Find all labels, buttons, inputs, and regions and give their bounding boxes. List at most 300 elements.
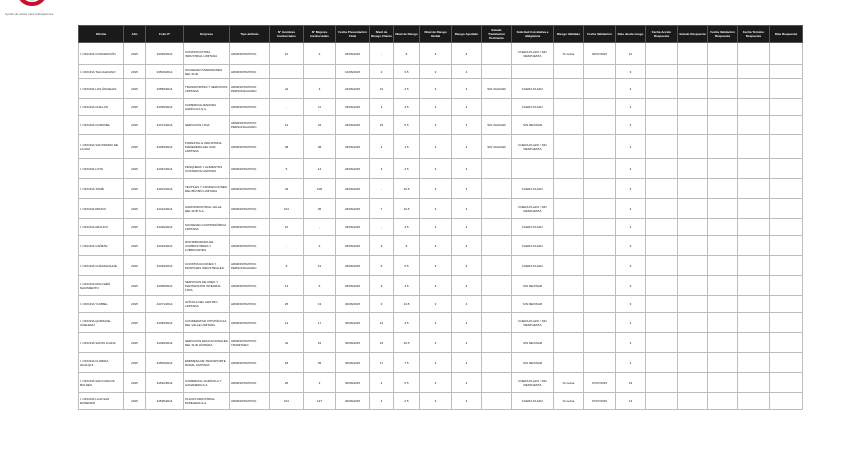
table-row bbox=[79, 116, 803, 135]
table-cell: FUERA PLAZO / SIN RESPUESTA bbox=[512, 313, 554, 333]
table-cell bbox=[678, 333, 708, 353]
table-cell bbox=[646, 296, 678, 313]
table-cell bbox=[304, 65, 336, 79]
table-cell: 3 bbox=[420, 79, 452, 99]
table-cell bbox=[646, 313, 678, 333]
table-cell bbox=[646, 256, 678, 276]
table-row bbox=[79, 159, 803, 179]
table-cell bbox=[708, 99, 738, 116]
table-cell: I. OFICINA LOTA bbox=[79, 159, 124, 179]
table-cell: 44412/2014 bbox=[146, 199, 184, 219]
table-cell bbox=[678, 79, 708, 99]
table-cell bbox=[770, 199, 803, 219]
table-cell bbox=[708, 393, 738, 410]
table-cell bbox=[678, 99, 708, 116]
table-cell: 2015 bbox=[124, 219, 146, 236]
table-row bbox=[79, 99, 803, 116]
table-cell: 25/06/2015 bbox=[336, 99, 370, 116]
table-cell: 44496/2014 bbox=[146, 333, 184, 353]
table-cell: 4 bbox=[452, 99, 482, 116]
table-row bbox=[79, 276, 803, 296]
table-cell: 3.5 bbox=[394, 65, 420, 79]
table-cell: 30/06/2015 bbox=[336, 393, 370, 410]
table-cell: 15 bbox=[370, 116, 394, 135]
table-cell bbox=[708, 65, 738, 79]
table-cell bbox=[678, 313, 708, 333]
column-header: Fecha Presentación Final bbox=[336, 26, 370, 43]
table-cell bbox=[678, 135, 708, 159]
table-cell: 44433/2014 bbox=[146, 236, 184, 256]
table-cell: 4 bbox=[452, 43, 482, 65]
table-cell: I. OFICINA CHILLÁN bbox=[79, 99, 124, 116]
table-cell bbox=[584, 179, 616, 199]
table-cell: 101 bbox=[270, 199, 304, 219]
table-cell: 4.5 bbox=[394, 159, 420, 179]
table-cell: 17 bbox=[304, 313, 336, 333]
table-cell: 44371/2014 bbox=[146, 116, 184, 135]
table-cell: SIN REVISAR bbox=[512, 333, 554, 353]
table-cell: 4.5 bbox=[394, 219, 420, 236]
table-cell bbox=[482, 236, 512, 256]
table-cell bbox=[770, 135, 803, 159]
table-cell: ADMINISTRATIVO bbox=[230, 276, 270, 296]
table-cell: 3 bbox=[420, 179, 452, 199]
table-cell bbox=[770, 353, 803, 373]
table-cell bbox=[584, 256, 616, 276]
column-header: Estado Tramitación Pertinente bbox=[482, 26, 512, 43]
table-cell bbox=[678, 353, 708, 373]
table-cell: 26/06/2015 bbox=[336, 256, 370, 276]
table-cell: 4 bbox=[452, 313, 482, 333]
table-cell: FUERA PLAZO bbox=[512, 79, 554, 99]
table-cell: 4 bbox=[452, 276, 482, 296]
column-header: Solicitud Correlativa a obligatoria bbox=[512, 26, 554, 43]
table-cell: DISTRIBUIDORA DE COMBUSTIBLES Y LUBRICANTES bbox=[184, 236, 230, 256]
table-cell: 2015 bbox=[124, 236, 146, 256]
table-cell: 44509/2014 bbox=[146, 353, 184, 373]
table-cell: 10/06/2015 bbox=[336, 65, 370, 79]
table-cell bbox=[770, 43, 803, 65]
table-cell bbox=[646, 159, 678, 179]
table-cell: FUERA PLAZO bbox=[512, 236, 554, 256]
table-cell bbox=[678, 219, 708, 236]
table-cell: 14 bbox=[304, 256, 336, 276]
table-cell: 4 bbox=[370, 135, 394, 159]
table-cell: 10 bbox=[370, 79, 394, 99]
table-cell bbox=[770, 236, 803, 256]
table-cell bbox=[708, 256, 738, 276]
table-cell: SIN REVISAR bbox=[512, 296, 554, 313]
table-cell bbox=[738, 276, 770, 296]
column-header: Fecha Validación bbox=[584, 26, 616, 43]
table-cell: 3 bbox=[420, 159, 452, 179]
column-header: Estado Respuesta bbox=[678, 26, 708, 43]
table-cell: I. OFICINA LOS ÁNGELES bbox=[79, 79, 124, 99]
table-cell bbox=[708, 219, 738, 236]
table-cell: ADMINISTRATIVO bbox=[230, 296, 270, 313]
table-cell: 3 bbox=[420, 219, 452, 236]
table-cell bbox=[646, 43, 678, 65]
table-cell: 2015 bbox=[124, 296, 146, 313]
table-cell bbox=[584, 219, 616, 236]
table-cell bbox=[678, 236, 708, 256]
table-cell bbox=[678, 393, 708, 410]
table-cell bbox=[708, 276, 738, 296]
table-cell bbox=[482, 313, 512, 333]
table-cell: 25 bbox=[270, 373, 304, 393]
column-header: Fecha Término Respuesta bbox=[738, 26, 770, 43]
table-cell: 2015 bbox=[124, 43, 146, 65]
table-cell bbox=[512, 159, 554, 179]
table-cell bbox=[770, 116, 803, 135]
table-cell: FUERA PLAZO / SIN RESPUESTA bbox=[512, 135, 554, 159]
table-cell: 26/06/2015 bbox=[336, 116, 370, 135]
table-cell: 44535/2014 bbox=[146, 393, 184, 410]
table-cell: 3 bbox=[304, 373, 336, 393]
table-cell: 2015 bbox=[124, 333, 146, 353]
table-cell bbox=[708, 296, 738, 313]
table-cell: I. OFICINA SAN CARLOS BULNES bbox=[79, 373, 124, 393]
table-cell: 3 bbox=[420, 333, 452, 353]
table-cell: ADMINISTRATIVO bbox=[230, 43, 270, 65]
table-cell: 26/06/2015 bbox=[336, 135, 370, 159]
table-cell: 26/06/2015 bbox=[336, 236, 370, 256]
table-cell bbox=[708, 116, 738, 135]
table-cell: 44401/2014 bbox=[146, 179, 184, 199]
table-cell: 2015 bbox=[124, 159, 146, 179]
table-cell bbox=[270, 65, 304, 79]
table-cell: 4 bbox=[452, 219, 482, 236]
table-cell: 44397/2014 bbox=[146, 159, 184, 179]
table-row bbox=[79, 219, 803, 236]
column-header: Empresa bbox=[184, 26, 230, 43]
table-cell: ADMINISTRATIVO PERSONALIZADO bbox=[230, 79, 270, 99]
table-cell bbox=[646, 65, 678, 79]
table-cell bbox=[770, 256, 803, 276]
table-cell: AGROINDUSTRIAL VALLE DEL SUR S.A. bbox=[184, 199, 230, 219]
table-cell: 2015 bbox=[124, 135, 146, 159]
table-cell: I. OFICINA PENCO bbox=[79, 199, 124, 219]
table-cell bbox=[770, 373, 803, 393]
table-cell bbox=[554, 159, 584, 179]
table-cell: - bbox=[370, 179, 394, 199]
table-cell: 13.5 bbox=[394, 296, 420, 313]
data-table bbox=[78, 25, 803, 410]
table-cell: 101 bbox=[270, 393, 304, 410]
table-cell bbox=[482, 199, 512, 219]
table-cell: 44384/2014 bbox=[146, 135, 184, 159]
table-cell bbox=[738, 256, 770, 276]
table-cell bbox=[770, 99, 803, 116]
table-cell bbox=[770, 313, 803, 333]
table-cell: SERVICIOS EDUCACIONALES DEL SUR LIMITADA bbox=[184, 333, 230, 353]
table-cell: 2015 bbox=[124, 199, 146, 219]
table-cell bbox=[678, 296, 708, 313]
table-cell bbox=[584, 79, 616, 99]
table-cell bbox=[738, 65, 770, 79]
column-header: Nivel de Riesgo Cliente bbox=[370, 26, 394, 43]
table-cell bbox=[554, 333, 584, 353]
table-cell: FUERA PLAZO bbox=[512, 99, 554, 116]
table-cell: ADMINISTRATIVO PERSONALIZADO bbox=[230, 116, 270, 135]
table-cell: 26/06/2015 bbox=[336, 179, 370, 199]
table-cell: SIN REVISAR bbox=[512, 276, 554, 296]
table-cell bbox=[482, 179, 512, 199]
table-cell: ADMINISTRATIVO bbox=[230, 199, 270, 219]
table-cell: SIN REVISAR bbox=[512, 353, 554, 373]
table-row bbox=[79, 256, 803, 276]
table-cell: 4 bbox=[452, 135, 482, 159]
table-cell: 44 bbox=[270, 79, 304, 99]
table-cell: 3 bbox=[616, 99, 646, 116]
table-cell: 4 bbox=[452, 256, 482, 276]
table-cell bbox=[708, 199, 738, 219]
table-cell: 3 bbox=[616, 79, 646, 99]
table-cell: FUERA PLAZO / SIN RESPUESTA bbox=[512, 199, 554, 219]
table-cell: I. OFICINA LAJA SAN ROSENDO bbox=[79, 393, 124, 410]
table-cell bbox=[646, 276, 678, 296]
table-cell: 10.5 bbox=[394, 199, 420, 219]
table-cell bbox=[770, 333, 803, 353]
table-cell bbox=[770, 276, 803, 296]
table-cell: I. OFICINA MULCHÉN NACIMIENTO bbox=[79, 276, 124, 296]
table-cell: 24 bbox=[304, 116, 336, 135]
table-cell: 4 bbox=[370, 373, 394, 393]
table-cell bbox=[482, 256, 512, 276]
table-cell bbox=[584, 199, 616, 219]
table-cell bbox=[738, 179, 770, 199]
table-cell: 30/06/2015 bbox=[336, 313, 370, 333]
table-cell: 5 bbox=[270, 159, 304, 179]
table-cell bbox=[770, 296, 803, 313]
table-cell bbox=[646, 236, 678, 256]
table-cell: 15 bbox=[304, 333, 336, 353]
table-cell: 7.5 bbox=[394, 353, 420, 373]
table-cell: I. OFICINA CURANILAHUE bbox=[79, 256, 124, 276]
table-cell bbox=[646, 219, 678, 236]
table-cell bbox=[738, 159, 770, 179]
table-cell bbox=[770, 65, 803, 79]
table-cell: 3 bbox=[370, 236, 394, 256]
table-cell: I. OFICINA YUMBEL bbox=[79, 296, 124, 313]
table-cell: 33 bbox=[270, 179, 304, 199]
column-header: Riesgo Validado bbox=[554, 26, 584, 43]
table-cell bbox=[482, 393, 512, 410]
table-cell: 28 bbox=[304, 135, 336, 159]
column-header: Riesgo Ayudado bbox=[452, 26, 482, 43]
table-cell bbox=[738, 333, 770, 353]
table-row bbox=[79, 236, 803, 256]
table-cell bbox=[482, 353, 512, 373]
table-cell: 26/06/2015 bbox=[336, 159, 370, 179]
table-cell: SIN VALIDAR bbox=[482, 116, 512, 135]
column-header: Año bbox=[124, 26, 146, 43]
table-cell: 30/06/2015 bbox=[336, 296, 370, 313]
table-row bbox=[79, 43, 803, 65]
table-cell: 44458/2014 bbox=[146, 276, 184, 296]
table-cell bbox=[708, 236, 738, 256]
table-cell: 2015 bbox=[124, 276, 146, 296]
table-cell bbox=[646, 353, 678, 373]
table-cell: 26/06/2015 bbox=[336, 219, 370, 236]
table-cell bbox=[554, 256, 584, 276]
table-cell: ADMINISTRATIVO bbox=[230, 99, 270, 116]
table-cell: I. OFICINA QUIRIHUE-COELEMU bbox=[79, 313, 124, 333]
table-row bbox=[79, 79, 803, 99]
table-cell: 3 bbox=[616, 199, 646, 219]
table-cell: PLANTA INDUSTRIAL PAPELERA S.A. bbox=[184, 393, 230, 410]
column-header: N° Hombres Involucrados bbox=[270, 26, 304, 43]
table-cell: - bbox=[304, 219, 336, 236]
table-cell bbox=[512, 65, 554, 79]
table-cell bbox=[584, 159, 616, 179]
table-cell: 3 bbox=[616, 159, 646, 179]
table-cell: FUERA PLAZO bbox=[512, 179, 554, 199]
table-cell bbox=[678, 179, 708, 199]
table-cell bbox=[482, 219, 512, 236]
table-cell: SERVICIOS LTDA. bbox=[184, 116, 230, 135]
table-cell: 2015 bbox=[124, 179, 146, 199]
subtitle: Ayuda de datos para trabajadores bbox=[5, 12, 54, 16]
table-cell bbox=[584, 99, 616, 116]
table-cell: CONSTRUCCIONES Y MONTAJES INDUSTRIALES bbox=[184, 256, 230, 276]
table-cell: SERVICIOS DE ASEO Y MANTENCIÓN INTEGRAL LTDA. bbox=[184, 276, 230, 296]
table-cell bbox=[738, 79, 770, 99]
table-cell bbox=[584, 236, 616, 256]
table-cell bbox=[646, 179, 678, 199]
column-header: N° Mujeres Involucradas bbox=[304, 26, 336, 43]
table-cell bbox=[482, 333, 512, 353]
table-cell: 15 bbox=[370, 333, 394, 353]
table-cell: 3 bbox=[616, 116, 646, 135]
table-cell: 30/06/2015 bbox=[336, 353, 370, 373]
table-cell: 4 bbox=[452, 353, 482, 373]
table-cell bbox=[554, 99, 584, 116]
table-body bbox=[79, 43, 803, 410]
table-cell bbox=[770, 179, 803, 199]
column-header: Días Respuesta bbox=[770, 26, 803, 43]
table-cell bbox=[678, 373, 708, 393]
table-cell bbox=[554, 65, 584, 79]
table-cell: 4 bbox=[452, 65, 482, 79]
column-header: Fecha Validación Respuesta bbox=[708, 26, 738, 43]
table-cell: 5 bbox=[394, 43, 420, 65]
table-cell: 2015 bbox=[124, 256, 146, 276]
table-cell: 3 bbox=[420, 116, 452, 135]
table-cell: ADMINISTRATIVO TRAMITADO bbox=[230, 333, 270, 353]
table-cell bbox=[738, 373, 770, 393]
table-cell bbox=[482, 276, 512, 296]
table-cell bbox=[738, 199, 770, 219]
table-cell: 4.5 bbox=[394, 276, 420, 296]
table-cell: 2015 bbox=[124, 373, 146, 393]
table-cell: 30/06/2015 bbox=[336, 373, 370, 393]
table-cell: 10 bbox=[270, 43, 304, 65]
table-cell bbox=[482, 296, 512, 313]
table-cell: FORESTAL E INDUSTRIAL MADERERA DEL SUR LIMITADA bbox=[184, 135, 230, 159]
table-cell: Sí revisa bbox=[554, 43, 584, 65]
table-cell bbox=[584, 333, 616, 353]
table-cell: 14 bbox=[304, 159, 336, 179]
table-cell bbox=[584, 276, 616, 296]
table-cell: 4 bbox=[452, 79, 482, 99]
table-cell: I. OFICINA CONCEPCIÓN bbox=[79, 43, 124, 65]
table-cell: 4 bbox=[452, 179, 482, 199]
table-cell: 12 bbox=[616, 43, 646, 65]
column-header: Tipo atributo bbox=[230, 26, 270, 43]
table-cell bbox=[678, 256, 708, 276]
table-cell: SOCIEDAD GASTRONÓMICA LIMITADA bbox=[184, 219, 230, 236]
table-cell: 4.5 bbox=[394, 313, 420, 333]
table-cell: 5 bbox=[304, 276, 336, 296]
table-cell: PESQUERA Y ALIMENTOS COSTEROS LIMITADA bbox=[184, 159, 230, 179]
table-cell bbox=[554, 236, 584, 256]
table-cell: 4 bbox=[452, 159, 482, 179]
table-cell: 2.5 bbox=[394, 393, 420, 410]
table-cell bbox=[584, 135, 616, 159]
table-cell: 10.5 bbox=[394, 179, 420, 199]
table-cell bbox=[770, 159, 803, 179]
table-cell: COMERCIALIZADORA AGRÍCOLA S.A. bbox=[184, 99, 230, 116]
table-cell: FUERA PLAZO / SIN RESPUESTA bbox=[512, 373, 554, 393]
table-cell: 3 bbox=[370, 159, 394, 179]
table-cell: 23456/2014 bbox=[146, 43, 184, 65]
table-cell bbox=[678, 43, 708, 65]
table-cell bbox=[738, 43, 770, 65]
table-cell: 44471/2014 bbox=[146, 296, 184, 313]
table-cell bbox=[738, 116, 770, 135]
table-cell: 10 bbox=[270, 219, 304, 236]
table-cell: 127 bbox=[304, 393, 336, 410]
table-cell bbox=[554, 276, 584, 296]
table-cell: I. OFICINA ARAUCO bbox=[79, 219, 124, 236]
table-cell bbox=[708, 43, 738, 65]
table-cell: 2015 bbox=[124, 313, 146, 333]
table-cell: 3 bbox=[420, 373, 452, 393]
table-cell bbox=[554, 135, 584, 159]
table-cell bbox=[678, 159, 708, 179]
table-cell bbox=[584, 313, 616, 333]
table-cell: 42 bbox=[270, 333, 304, 353]
table-cell: 44420/2014 bbox=[146, 219, 184, 236]
table-cell bbox=[738, 313, 770, 333]
table-cell: 25 bbox=[304, 353, 336, 373]
table-cell: 3 bbox=[420, 65, 452, 79]
table-cell: 26/06/2015 bbox=[336, 199, 370, 219]
table-cell: AVÍCOLA DEL CENTRO LIMITADA bbox=[184, 296, 230, 313]
table-row bbox=[79, 373, 803, 393]
table-cell: 23503/2014 bbox=[146, 65, 184, 79]
table-cell: 2015 bbox=[124, 99, 146, 116]
table-cell bbox=[738, 99, 770, 116]
table-cell: 3 bbox=[304, 43, 336, 65]
table-cell: 3 bbox=[616, 179, 646, 199]
table-cell: 10.5 bbox=[394, 333, 420, 353]
table-cell: I. OFICINA SAN PEDRO DE LA PAZ bbox=[79, 135, 124, 159]
table-cell: 4 bbox=[452, 373, 482, 393]
table-cell: 3 bbox=[304, 79, 336, 99]
table-cell bbox=[646, 199, 678, 219]
table-row bbox=[79, 353, 803, 373]
table-cell bbox=[708, 373, 738, 393]
table-cell: ADMINISTRATIVO bbox=[230, 135, 270, 159]
table-cell: ADMINISTRATIVO bbox=[230, 353, 270, 373]
table-cell bbox=[482, 65, 512, 79]
table-cell bbox=[482, 43, 512, 65]
table-cell: 3 bbox=[420, 313, 452, 333]
table-cell: 3 bbox=[616, 236, 646, 256]
table-cell: 4.5 bbox=[394, 79, 420, 99]
